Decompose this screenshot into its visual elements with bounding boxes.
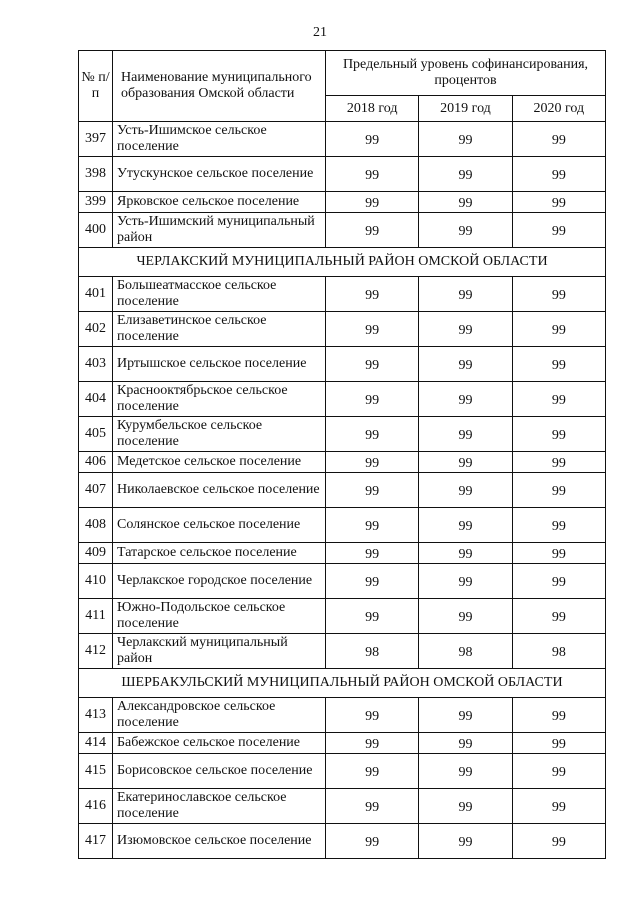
value-2019: 99 [419,452,512,473]
table-row [79,417,606,452]
section-title: ШЕРБАКУЛЬСКИЙ МУНИЦИПАЛЬНЫЙ РАЙОН ОМСКОЙ ОБЛАСТИ [79,669,606,698]
table-row [79,382,606,417]
row-number: 408 [79,508,113,543]
table-row [79,824,606,859]
row-number: 398 [79,157,113,192]
value-2018: 99 [326,789,419,824]
value-2018: 99 [326,599,419,634]
header-level: Предельный уровень софинансирования, процентов [326,51,606,96]
row-number: 414 [79,733,113,754]
row-number: 407 [79,473,113,508]
row-name: Солянское сельское поселение [113,508,326,543]
header-year-2020: 2020 год [512,96,605,122]
value-2019: 99 [419,599,512,634]
row-number: 413 [79,698,113,733]
row-name: Ярковское сельское поселение [113,192,326,213]
value-2019: 99 [419,347,512,382]
row-name: Иртышское сельское поселение [113,347,326,382]
row-name: Утускунское сельское поселение [113,157,326,192]
header-year-2019: 2019 год [419,96,512,122]
value-2019: 98 [419,634,512,669]
row-number: 409 [79,543,113,564]
value-2019: 99 [419,192,512,213]
header-year-2018: 2018 год [326,96,419,122]
value-2018: 99 [326,754,419,789]
table-row [79,122,606,157]
value-2018: 99 [326,382,419,417]
row-name: Медетское сельское поселение [113,452,326,473]
value-2018: 99 [326,417,419,452]
table-row [79,754,606,789]
value-2018: 99 [326,312,419,347]
value-2020: 99 [512,564,605,599]
table-row [79,277,606,312]
row-name: Краснооктябрьское сельское поселение [113,382,326,417]
table-row [79,508,606,543]
value-2020: 99 [512,417,605,452]
table-row [79,564,606,599]
header-num: № п/п [79,51,113,122]
row-number: 401 [79,277,113,312]
cofinancing-table [78,50,606,859]
row-name: Черлакское городское поселение [113,564,326,599]
value-2018: 99 [326,733,419,754]
value-2020: 99 [512,789,605,824]
value-2019: 99 [419,824,512,859]
value-2019: 99 [419,312,512,347]
table-header [79,51,606,122]
table-row [79,543,606,564]
value-2020: 99 [512,192,605,213]
row-name: Южно-Подольское сельское поселение [113,599,326,634]
value-2018: 99 [326,192,419,213]
value-2020: 99 [512,312,605,347]
table-row [79,347,606,382]
row-name: Бабежское сельское поселение [113,733,326,754]
value-2019: 99 [419,473,512,508]
row-name: Усть-Ишимский муниципальный район [113,213,326,248]
row-number: 400 [79,213,113,248]
value-2020: 99 [512,122,605,157]
value-2020: 98 [512,634,605,669]
value-2020: 99 [512,347,605,382]
value-2019: 99 [419,543,512,564]
table-row [79,473,606,508]
value-2018: 99 [326,698,419,733]
value-2020: 99 [512,754,605,789]
value-2020: 99 [512,157,605,192]
value-2019: 99 [419,789,512,824]
value-2018: 99 [326,543,419,564]
value-2019: 99 [419,157,512,192]
value-2018: 98 [326,634,419,669]
row-name: Борисовское сельское поселение [113,754,326,789]
page-number: 21 [313,25,327,40]
value-2020: 99 [512,508,605,543]
row-name: Елизаветинское сельское поселение [113,312,326,347]
table-row [79,733,606,754]
table-row [79,452,606,473]
value-2018: 99 [326,452,419,473]
value-2020: 99 [512,382,605,417]
row-number: 410 [79,564,113,599]
row-number: 411 [79,599,113,634]
row-number: 417 [79,824,113,859]
value-2019: 99 [419,417,512,452]
row-name: Александровское сельское поселение [113,698,326,733]
table-row [79,789,606,824]
value-2020: 99 [512,277,605,312]
row-name: Николаевское сельское поселение [113,473,326,508]
section-row [79,669,606,698]
table-row [79,192,606,213]
value-2018: 99 [326,508,419,543]
row-name: Курумбельское сельское поселение [113,417,326,452]
value-2019: 99 [419,122,512,157]
table-row [79,634,606,669]
value-2019: 99 [419,213,512,248]
table-body [79,122,606,859]
row-name: Татарское сельское поселение [113,543,326,564]
table-row [79,312,606,347]
row-number: 405 [79,417,113,452]
table-row [79,698,606,733]
value-2019: 99 [419,508,512,543]
row-name: Екатеринославское сельское поселение [113,789,326,824]
row-number: 399 [79,192,113,213]
value-2018: 99 [326,277,419,312]
row-name: Большеатмасское сельское поселение [113,277,326,312]
value-2020: 99 [512,452,605,473]
value-2020: 99 [512,824,605,859]
table-row [79,157,606,192]
table-row [79,599,606,634]
section-row [79,248,606,277]
row-name: Изюмовское сельское поселение [113,824,326,859]
value-2019: 99 [419,754,512,789]
value-2018: 99 [326,157,419,192]
value-2018: 99 [326,122,419,157]
value-2019: 99 [419,564,512,599]
value-2020: 99 [512,733,605,754]
value-2019: 99 [419,277,512,312]
value-2020: 99 [512,473,605,508]
row-number: 402 [79,312,113,347]
header-name: Наименование муниципального образования Омской области [113,51,326,122]
value-2019: 99 [419,698,512,733]
value-2020: 99 [512,213,605,248]
row-number: 404 [79,382,113,417]
value-2018: 99 [326,213,419,248]
row-name: Усть-Ишимское сельское поселение [113,122,326,157]
value-2019: 99 [419,382,512,417]
value-2019: 99 [419,733,512,754]
row-number: 415 [79,754,113,789]
row-number: 416 [79,789,113,824]
row-number: 403 [79,347,113,382]
row-number: 412 [79,634,113,669]
value-2020: 99 [512,543,605,564]
value-2020: 99 [512,599,605,634]
row-number: 406 [79,452,113,473]
table-row [79,213,606,248]
value-2018: 99 [326,347,419,382]
section-title: ЧЕРЛАКСКИЙ МУНИЦИПАЛЬНЫЙ РАЙОН ОМСКОЙ ОБЛАСТИ [79,248,606,277]
value-2018: 99 [326,564,419,599]
value-2018: 99 [326,473,419,508]
value-2018: 99 [326,824,419,859]
value-2020: 99 [512,698,605,733]
row-name: Черлакский муниципальный район [113,634,326,669]
row-number: 397 [79,122,113,157]
